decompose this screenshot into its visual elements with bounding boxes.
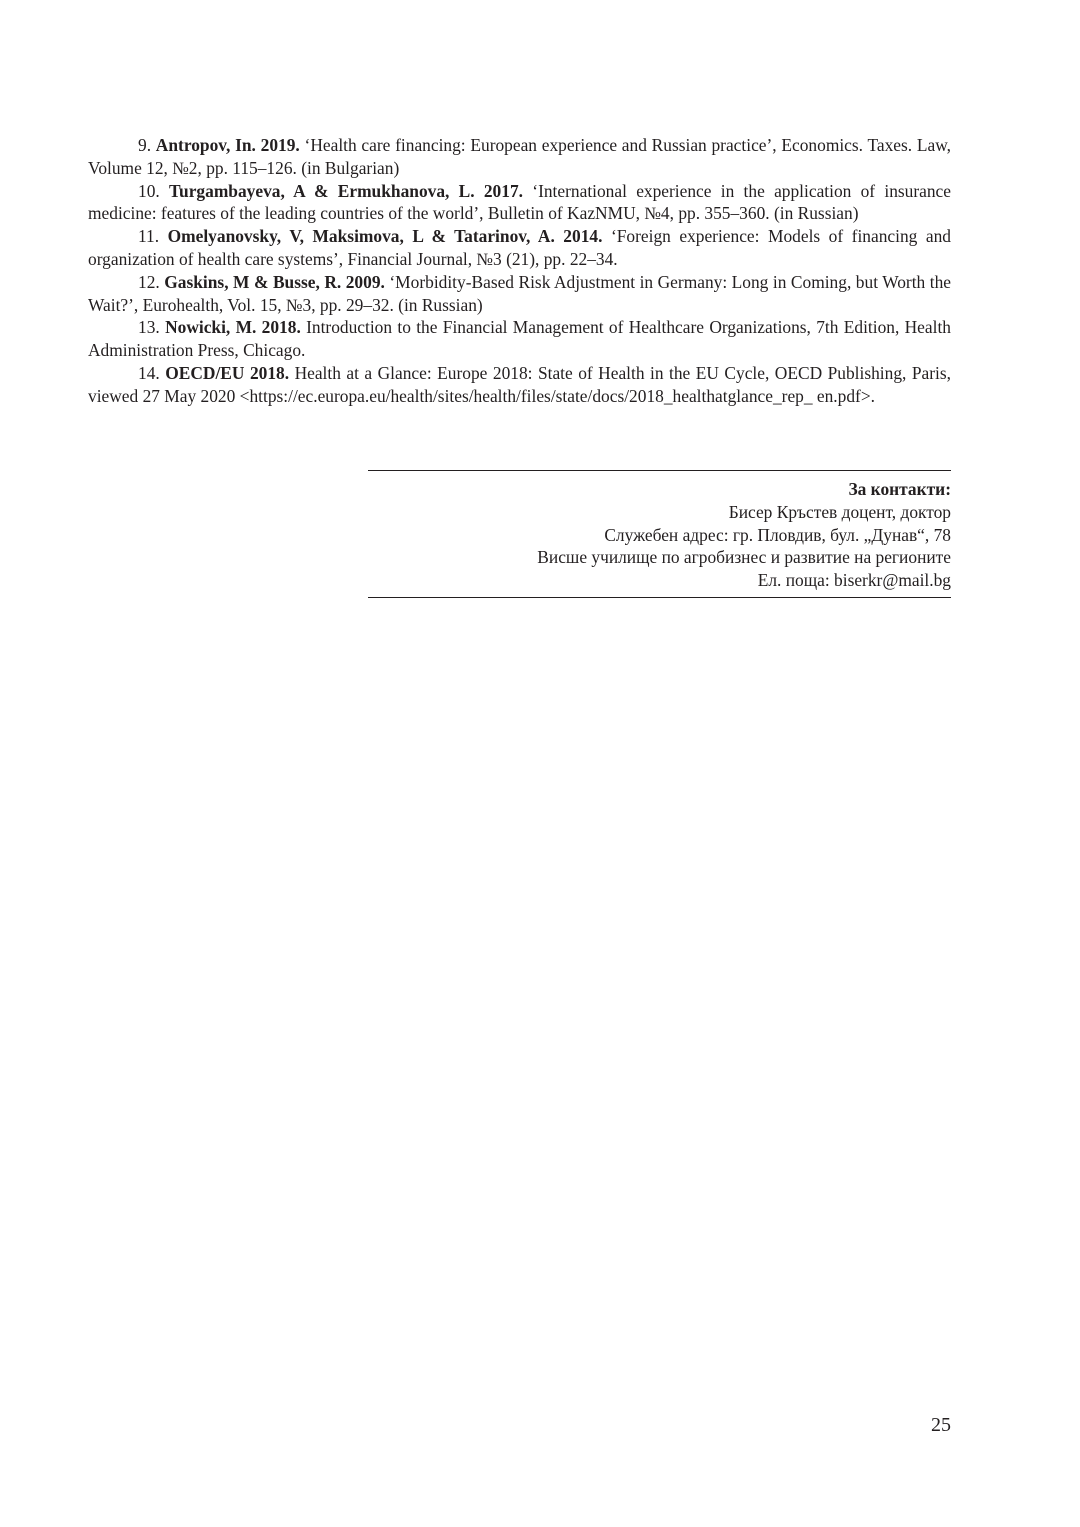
contact-block (368, 470, 951, 598)
reference-authors: OECD/EU 2018. (165, 362, 290, 383)
contact-heading: За контакти: (848, 479, 951, 499)
reference-item (88, 316, 951, 362)
reference-authors: Omelyanovsky, V, Maksimova, L & Tatarinov, A. 2014. (167, 226, 603, 247)
reference-number: 12. (138, 271, 160, 292)
reference-list (88, 134, 951, 408)
reference-number: 10. (138, 180, 160, 201)
reference-text: ‘International experience in the application of insurance medicine: features of the leading countries of the world’, Bulletin of KazNMU, №4, pp. 355–360. (in Russian) (88, 180, 951, 224)
reference-number: 11. (138, 226, 160, 247)
reference-text: ‘Foreign experience: Models of financing and organization of health care systems’, Financial Journal, №3 (21), pp. 22–34. (88, 226, 951, 269)
reference-authors: Gaskins, M & Busse, R. 2009. (164, 271, 385, 292)
reference-authors: Turgambayeva, A & Ermukhanova, L. 2017. (169, 180, 523, 201)
reference-text: Introduction to the Financial Management of Healthcare Organizations, 7th Edition, Health Administration Press, Chicago. (88, 317, 951, 361)
reference-item (88, 134, 951, 180)
reference-number: 9. (138, 135, 152, 155)
reference-text: ‘Morbidity-Based Risk Adjustment in Germany: Long in Coming, but Worth the Wait?’, Eurohealth, Vol. 15, №3, pp. 29–32. (in Russian) (88, 271, 951, 315)
contact-institution: Висше училище по агробизнес и развитие на регионите (537, 547, 951, 568)
contact-email: Ел. поща: biserkr@mail.bg (757, 570, 951, 591)
reference-text: Health at a Glance: Europe 2018: State of Health in the EU Cycle, OECD Publishing, Paris, viewed 27 May 2020 <https://ec.europa.eu/health/sites/health/files/state/docs/2018_healthatglance_rep_ en.pdf>. (88, 362, 951, 406)
reference-number: 14. (138, 362, 160, 383)
reference-number: 13. (138, 317, 160, 338)
reference-text: ‘Health care financing: European experience and Russian practice’, Economics. Taxes. Law, Volume 12, №2, pp. 115–126. (in Bulgarian) (88, 135, 951, 178)
reference-item (88, 180, 951, 226)
reference-item (88, 225, 951, 271)
page-number: 25 (931, 1414, 951, 1436)
contact-address: Служебен адрес: гр. Пловдив, бул. „Дунав“, 78 (604, 524, 951, 545)
reference-authors: Nowicki, M. 2018. (165, 317, 301, 338)
contact-name: Бисер Кръстев доцент, доктор (728, 501, 951, 522)
reference-item (88, 271, 951, 317)
reference-item (88, 362, 951, 408)
reference-authors: Antropov, In. 2019. (155, 135, 300, 155)
